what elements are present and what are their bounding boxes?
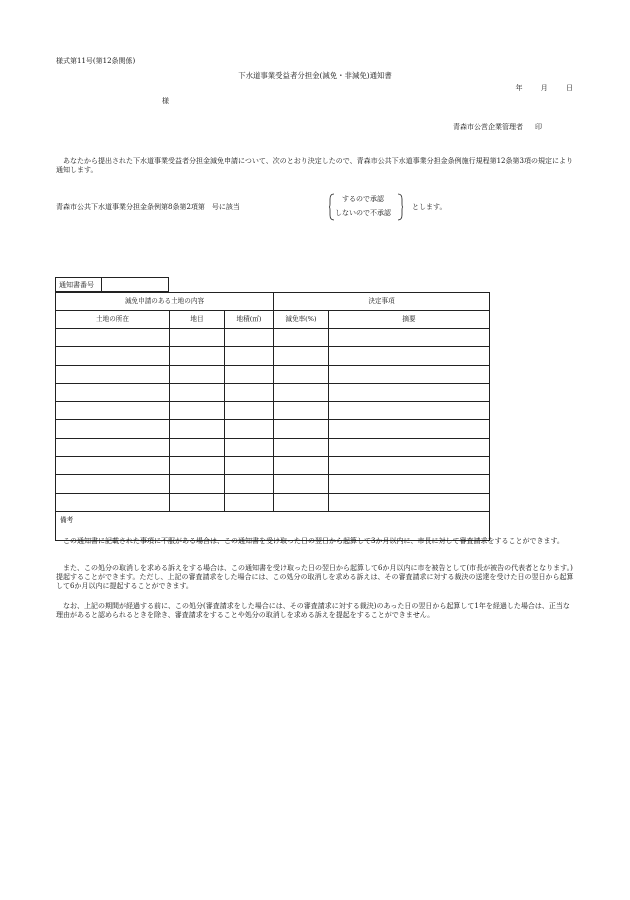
table-cell[interactable] bbox=[225, 402, 274, 420]
table-cell[interactable] bbox=[274, 383, 329, 401]
option-reject: しないので不承認 bbox=[335, 209, 391, 217]
table-cell[interactable] bbox=[56, 457, 170, 475]
table-cell[interactable] bbox=[170, 402, 225, 420]
decision-statement bbox=[56, 193, 576, 223]
table-cell[interactable] bbox=[274, 493, 329, 511]
date-year: 年 bbox=[515, 84, 523, 92]
table-cell[interactable] bbox=[274, 420, 329, 438]
sender bbox=[453, 123, 542, 132]
table-cell[interactable] bbox=[56, 329, 170, 347]
decision-lead: 青森市公共下水道事業分担金条例第8条第2項第 号に該当 bbox=[56, 203, 240, 211]
note-lawsuit: また、この処分の取消しを求める訴えをする場合は、この通知書を受け取った日の翌日から起算して6か月以内に市を被告として(市長が被告の代表者となります。)提起することができます。ただし、上記の審査請求をした場合には、この処分の取消しを求める訴えは、その審査請求に対する裁決の送達を受けた日の翌日から起算して6か月以内に提起することができます。 bbox=[56, 564, 574, 590]
table-cell[interactable] bbox=[329, 329, 490, 347]
table-cell[interactable] bbox=[56, 420, 170, 438]
table-cell[interactable] bbox=[170, 457, 225, 475]
table-cell[interactable] bbox=[274, 402, 329, 420]
table-cell[interactable] bbox=[225, 383, 274, 401]
table-row bbox=[56, 493, 490, 511]
intro-paragraph: あなたから提出された下水道事業受益者分担金減免申請について、次のとおり決定したので、青森市公共下水道事業分担金条例施行規程第12条第3項の規定により通知します。 bbox=[56, 157, 573, 174]
table-row bbox=[56, 383, 490, 401]
table-cell[interactable] bbox=[274, 329, 329, 347]
table-row bbox=[56, 347, 490, 365]
table-cell[interactable] bbox=[329, 383, 490, 401]
table-cell[interactable] bbox=[225, 457, 274, 475]
table-cell[interactable] bbox=[329, 493, 490, 511]
col-header-area: 地積(㎡) bbox=[225, 311, 274, 329]
table-cell[interactable] bbox=[56, 438, 170, 456]
table-cell[interactable] bbox=[274, 438, 329, 456]
table-cell[interactable] bbox=[274, 347, 329, 365]
date-day: 日 bbox=[566, 84, 573, 92]
table-cell[interactable] bbox=[225, 493, 274, 511]
notice-number-box bbox=[55, 277, 169, 292]
table-cell[interactable] bbox=[56, 493, 170, 511]
table-cell[interactable] bbox=[225, 438, 274, 456]
group-header-land: 減免申請のある土地の内容 bbox=[56, 293, 274, 311]
table-cell[interactable] bbox=[329, 402, 490, 420]
table-cell[interactable] bbox=[170, 383, 225, 401]
note-appeal: この通知書に記載された事項に不服がある場合は、この通知書を受け取った日の翌日から起算して3か月以内に、市長に対して審査請求をすることができます。 bbox=[63, 537, 564, 545]
table-row bbox=[56, 402, 490, 420]
col-header-land-category: 地目 bbox=[170, 311, 225, 329]
table-cell[interactable] bbox=[329, 365, 490, 383]
table-cell[interactable] bbox=[170, 329, 225, 347]
table-cell[interactable] bbox=[225, 420, 274, 438]
table-cell[interactable] bbox=[329, 475, 490, 493]
col-header-summary: 摘要 bbox=[329, 311, 490, 329]
table-row bbox=[56, 329, 490, 347]
table-cell[interactable] bbox=[225, 329, 274, 347]
table-cell[interactable] bbox=[170, 438, 225, 456]
table-cell[interactable] bbox=[225, 347, 274, 365]
seal-mark: 印 bbox=[535, 123, 542, 131]
col-header-reduction-rate: 減免率(%) bbox=[274, 311, 329, 329]
table-cell[interactable] bbox=[329, 420, 490, 438]
table-row bbox=[56, 365, 490, 383]
table-cell[interactable] bbox=[170, 475, 225, 493]
table-row bbox=[56, 420, 490, 438]
table-row bbox=[56, 438, 490, 456]
col-header-location: 土地の所在 bbox=[56, 311, 170, 329]
table-cell[interactable] bbox=[329, 347, 490, 365]
addressee: 様 bbox=[162, 97, 169, 105]
notice-number-divider bbox=[101, 278, 102, 291]
table-cell[interactable] bbox=[56, 347, 170, 365]
notice-number-label: 通知書番号 bbox=[59, 281, 94, 289]
table-cell[interactable] bbox=[225, 365, 274, 383]
table-row bbox=[56, 457, 490, 475]
decision-tail: とします。 bbox=[412, 203, 447, 211]
table-cell[interactable] bbox=[170, 365, 225, 383]
table-cell[interactable] bbox=[56, 402, 170, 420]
table-cell[interactable] bbox=[274, 457, 329, 475]
option-approve: するので承認 bbox=[342, 195, 384, 203]
table-cell[interactable] bbox=[56, 475, 170, 493]
remarks-label: 備考 bbox=[56, 511, 490, 540]
table-cell[interactable] bbox=[329, 438, 490, 456]
table-cell[interactable] bbox=[170, 493, 225, 511]
table-cell[interactable] bbox=[56, 383, 170, 401]
document-title: 下水道事業受益者分担金(減免・非減免)通知書 bbox=[238, 71, 392, 80]
table-cell[interactable] bbox=[225, 475, 274, 493]
sender-name: 青森市公営企業管理者 bbox=[453, 123, 523, 131]
issue-date bbox=[500, 84, 573, 93]
table-cell[interactable] bbox=[170, 347, 225, 365]
form-id: 様式第11号(第12条関係) bbox=[56, 57, 136, 65]
table-cell[interactable] bbox=[170, 420, 225, 438]
table-cell[interactable] bbox=[274, 475, 329, 493]
table-cell[interactable] bbox=[56, 365, 170, 383]
group-header-decision: 決定事項 bbox=[274, 293, 490, 311]
land-table bbox=[55, 292, 490, 541]
table-cell[interactable] bbox=[329, 457, 490, 475]
date-month: 月 bbox=[540, 84, 548, 92]
table-cell[interactable] bbox=[274, 365, 329, 383]
table-row bbox=[56, 475, 490, 493]
note-deadline: なお、上記の期間が経過する前に、この処分(審査請求をした場合には、その審査請求に対する裁決)のあった日の翌日から起算して1年を経過した場合は、正当な理由があると認められるときを除き、審査請求をすることや処分の取消しを求める訴えを提起をすることができません。 bbox=[56, 602, 570, 619]
